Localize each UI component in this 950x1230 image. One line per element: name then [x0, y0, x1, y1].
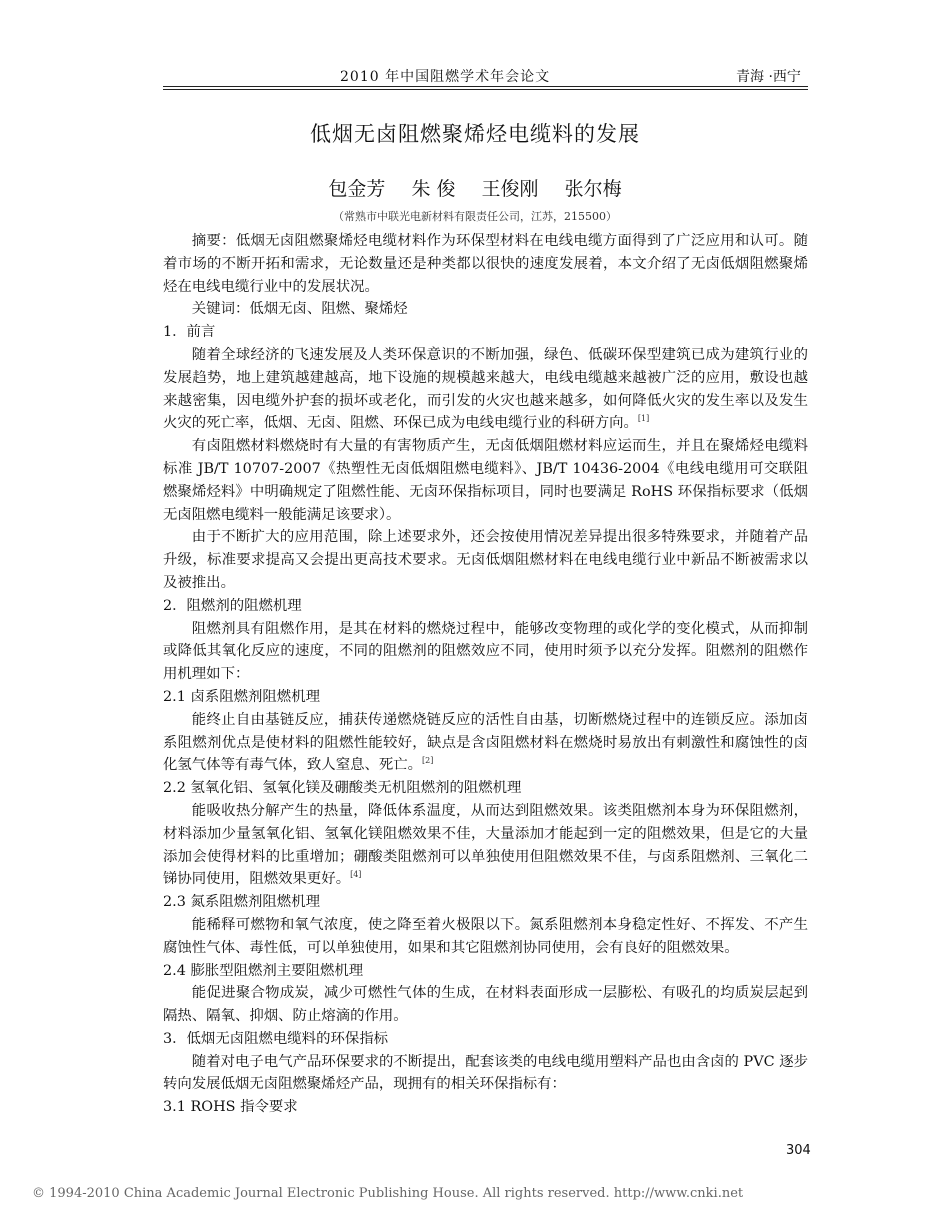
- page-number: 304: [786, 1143, 811, 1158]
- paragraph-text: 能吸收热分解产生的热量，降低体系温度，从而达到阻燃效果。该类阻燃剂本身为环保阻燃剂，材料添加少量氢氧化铝、氢氧化镁阻燃效果不佳，大量添加才能起到一定的阻燃效果，但是它的大量添加会使得材料的比重增加；硼酸类阻燃剂可以单独使用但阻燃效果不佳，与卤系阻燃剂、三氧化二锑协同使用，阻燃效果更好。: [163, 802, 808, 888]
- paragraph: [163, 344, 808, 435]
- paragraph-text: 随着全球经济的飞速发展及人类环保意识的不断加强，绿色、低碳环保型建筑已成为建筑行业的发展趋势，地上建筑越建越高，地下设施的规模越来越大，电线电缆越来越被广泛的应用，敷设也越来越密集，因电缆外护套的损坏或老化，而引发的火灾也越来越多，如何降低火灾的发生率以及发生火灾的死亡率，低烟、无卤、阻燃、环保已成为电线电缆行业的科研方向。: [163, 346, 808, 432]
- section-heading: 2．阻燃剂的阻燃机理: [163, 597, 302, 614]
- paragraph-text: 能终止自由基链反应，捕获传递燃烧链反应的活性自由基，切断燃烧过程中的连锁反应。添加卤系阻燃剂优点是使材料的阻燃性能较好，缺点是含卤阻燃材料在燃烧时易放出有刺激性和腐蚀性的卤化氢气体等有毒气体，致人窒息、死亡。: [163, 711, 808, 774]
- paragraph: 随着对电子电气产品环保要求的不断提出，配套该类的电线电缆用塑料产品也由含卤的 PVC 逐步转向发展低烟无卤阻燃聚烯烃产品，现拥有的相关环保指标有：: [163, 1053, 808, 1093]
- abstract: 摘要：低烟无卤阻燃聚烯烃电缆材料作为环保型材料在电线电缆方面得到了广泛应用和认可。随着市场的不断开拓和需求，无论数量还是种类都以很快的速度发展着，本文介绍了无卤低烟阻燃聚烯烃在电线电缆行业中的发展状况。: [163, 233, 808, 295]
- running-header-journal: 2010 年中国阻燃学术年会论文: [340, 69, 551, 85]
- paragraph: [163, 709, 808, 777]
- author-name: 王俊刚: [481, 178, 539, 200]
- citation-ref: [4]: [350, 870, 362, 880]
- subsection-heading: 2.2 氢氧化铝、氢氧化镁及硼酸类无机阻燃剂的阻燃机理: [163, 780, 522, 797]
- body-text: [163, 230, 808, 1119]
- author-name: 张尔梅: [564, 178, 622, 200]
- keywords: 关键词：低烟无卤、阻燃、聚烯烃: [191, 301, 408, 318]
- affiliation: （常熟市中联光电新材料有限责任公司，江苏，215500）: [333, 210, 617, 223]
- paragraph: 阻燃剂具有阻燃作用，是其在材料的燃烧过程中，能够改变物理的或化学的变化模式，从而抑制或降低其氧化反应的速度，不同的阻燃剂的阻燃效应不同，使用时须予以充分发挥。阻燃剂的阻燃作用机理如下：: [163, 620, 808, 683]
- paragraph: 由于不断扩大的应用范围，除上述要求外，还会按使用情况差异提出很多特殊要求，并随着产品升级，标准要求提高又会提出更高技术要求。无卤低烟阻燃材料在电线电缆行业中新品不断被需求以及被推出。: [163, 529, 808, 591]
- paragraph: 有卤阻燃材料燃烧时有大量的有害物质产生，无卤低烟阻燃材料应运而生，并且在聚烯烃电缆料标准 JB/T 10707-2007《热塑性无卤低烟阻燃电缆料》、JB/T 10436-2004《电线电缆用可交联阻燃聚烯烃料》中明确规定了阻燃性能、无卤环保指标项目，同时也要满足 RoHS 环保指标要求（低烟无卤阻燃电缆料一般能满足该要求）。: [163, 438, 808, 523]
- subsection-heading: 2.3 氮系阻燃剂阻燃机理: [163, 894, 320, 911]
- subsection-heading: 2.4 膨胀型阻燃剂主要阻燃机理: [163, 962, 364, 979]
- author-list: [0, 174, 950, 201]
- paragraph: [163, 800, 808, 891]
- running-header-location: 青海 ·西宁: [736, 69, 801, 85]
- header-rule-top: [163, 86, 808, 87]
- author-name: 包金芳: [328, 178, 386, 200]
- citation-ref: [2]: [422, 756, 434, 766]
- citation-ref: [1]: [637, 414, 650, 424]
- section-heading: 3．低烟无卤阻燃电缆料的环保指标: [163, 1030, 389, 1047]
- subsection-heading: 2.1 卤系阻燃剂阻燃机理: [163, 688, 320, 705]
- header-rule-bottom: [163, 89, 808, 90]
- section-heading: 1．前言: [163, 324, 216, 341]
- subsection-heading: 3.1 ROHS 指令要求: [163, 1099, 298, 1116]
- paragraph: 能促进聚合物成炭，减少可燃性气体的生成，在材料表面形成一层膨松、有吸孔的均质炭层起到隔热、隔氧、抑烟、防止熔滴的作用。: [163, 985, 808, 1025]
- paper-title: 低烟无卤阻燃聚烯烃电缆料的发展: [310, 122, 640, 146]
- author-name: 朱 俊: [411, 178, 456, 200]
- copyright-footer: © 1994-2010 China Academic Journal Electronic Publishing House. All rights reserved. http://www.cnki.net: [32, 1186, 744, 1201]
- paragraph: 能稀释可燃物和氧气浓度，使之降至着火极限以下。氮系阻燃剂本身稳定性好、不挥发、不产生腐蚀性气体、毒性低，可以单独使用，如果和其它阻燃剂协同使用，会有良好的阻燃效果。: [163, 916, 808, 956]
